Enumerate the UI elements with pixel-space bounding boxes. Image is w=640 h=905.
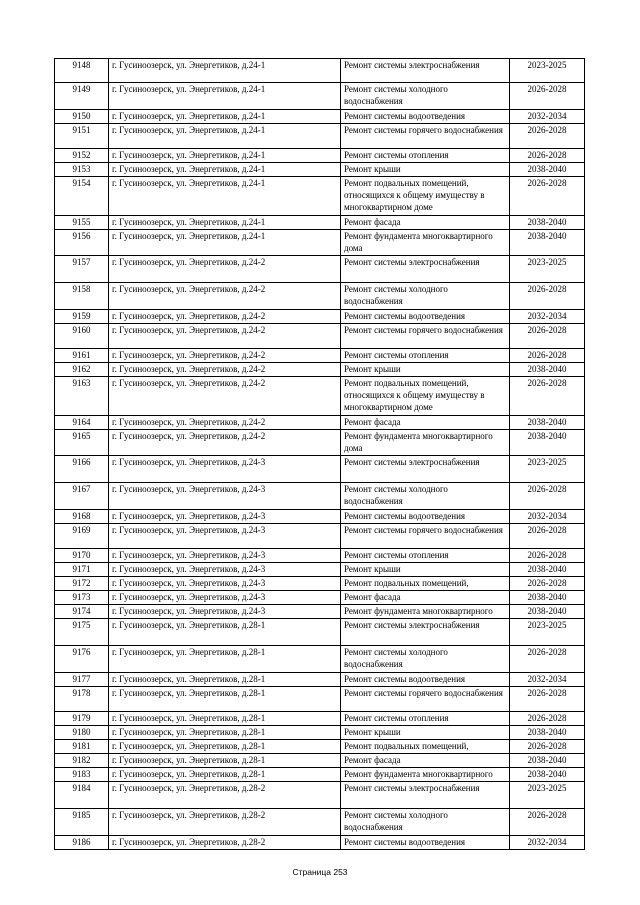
row-address: г. Гусиноозерск, ул. Энергетиков, д.28-1 [109,687,341,712]
row-number: 9173 [55,591,109,605]
table-row [55,456,585,483]
row-number: 9185 [55,809,109,836]
table-row [55,110,585,124]
row-period: 2026-2028 [510,83,585,110]
table-row [55,836,585,850]
row-work: Ремонт системы водоотведения [341,110,510,124]
row-period: 2026-2028 [510,349,585,363]
row-number: 9158 [55,283,109,310]
row-address: г. Гусиноозерск, ул. Энергетиков, д.24-2 [109,416,341,430]
table-row [55,726,585,740]
row-number: 9167 [55,483,109,510]
row-period: 2038-2040 [510,230,585,256]
row-work: Ремонт системы электроснабжения [341,619,510,646]
row-address: г. Гусиноозерск, ул. Энергетиков, д.24-1 [109,83,341,110]
table-row [55,83,585,110]
row-address: г. Гусиноозерск, ул. Энергетиков, д.24-3 [109,510,341,524]
row-number: 9180 [55,726,109,740]
row-address: г. Гусиноозерск, ул. Энергетиков, д.24-3 [109,524,341,549]
row-address: г. Гусиноозерск, ул. Энергетиков, д.24-1 [109,124,341,149]
row-work: Ремонт системы холодного водоснабжения [341,483,510,510]
row-address: г. Гусиноозерск, ул. Энергетиков, д.24-1 [109,177,341,216]
row-period: 2032-2034 [510,310,585,324]
row-period: 2038-2040 [510,563,585,577]
works-table [54,58,585,850]
row-number: 9152 [55,149,109,163]
row-period: 2026-2028 [510,124,585,149]
row-period: 2026-2028 [510,687,585,712]
row-period: 2026-2028 [510,577,585,591]
row-work: Ремонт системы водоотведения [341,510,510,524]
row-period: 2038-2040 [510,605,585,619]
row-address: г. Гусиноозерск, ул. Энергетиков, д.24-1 [109,163,341,177]
row-address: г. Гусиноозерск, ул. Энергетиков, д.28-1 [109,673,341,687]
row-address: г. Гусиноозерск, ул. Энергетиков, д.28-2 [109,782,341,809]
row-address: г. Гусиноозерск, ул. Энергетиков, д.28-1 [109,619,341,646]
row-period: 2038-2040 [510,768,585,782]
row-work: Ремонт подвальных помещений, относящихся к общему имуществу в многоквартирном доме [341,177,510,216]
row-address: г. Гусиноозерск, ул. Энергетиков, д.24-3 [109,605,341,619]
table-row [55,754,585,768]
row-number: 9161 [55,349,109,363]
row-period: 2026-2028 [510,149,585,163]
row-period: 2023-2025 [510,456,585,483]
row-period: 2026-2028 [510,740,585,754]
row-period: 2026-2028 [510,712,585,726]
row-address: г. Гусиноозерск, ул. Энергетиков, д.24-3 [109,483,341,510]
row-period: 2026-2028 [510,809,585,836]
row-work: Ремонт фундамента многоквартирного [341,605,510,619]
row-work: Ремонт системы водоотведения [341,310,510,324]
row-work: Ремонт системы горячего водоснабжения [341,324,510,349]
table-row [55,712,585,726]
row-number: 9157 [55,256,109,283]
table-row [55,740,585,754]
row-number: 9159 [55,310,109,324]
row-period: 2026-2028 [510,483,585,510]
row-work: Ремонт фасада [341,216,510,230]
row-period: 2038-2040 [510,591,585,605]
row-address: г. Гусиноозерск, ул. Энергетиков, д.28-1 [109,712,341,726]
row-work: Ремонт фундамента многоквартирного дома [341,230,510,256]
table-row [55,510,585,524]
row-period: 2023-2025 [510,782,585,809]
table-row [55,591,585,605]
row-number: 9153 [55,163,109,177]
row-address: г. Гусиноозерск, ул. Энергетиков, д.24-2 [109,283,341,310]
row-address: г. Гусиноозерск, ул. Энергетиков, д.24-3 [109,549,341,563]
row-period: 2026-2028 [510,646,585,673]
row-work: Ремонт системы горячего водоснабжения [341,124,510,149]
row-number: 9155 [55,216,109,230]
row-period: 2032-2034 [510,836,585,850]
table-row [55,768,585,782]
row-period: 2023-2025 [510,256,585,283]
row-address: г. Гусиноозерск, ул. Энергетиков, д.24-3 [109,456,341,483]
row-work: Ремонт подвальных помещений, [341,577,510,591]
row-address: г. Гусиноозерск, ул. Энергетиков, д.28-1 [109,740,341,754]
table-row [55,59,585,83]
row-period: 2026-2028 [510,283,585,310]
row-work: Ремонт системы отопления [341,149,510,163]
row-period: 2038-2040 [510,163,585,177]
table-row [55,177,585,216]
row-work: Ремонт системы холодного водоснабжения [341,283,510,310]
table-row [55,577,585,591]
table-row [55,349,585,363]
row-address: г. Гусиноозерск, ул. Энергетиков, д.28-2 [109,836,341,850]
row-number: 9186 [55,836,109,850]
row-work: Ремонт системы электроснабжения [341,256,510,283]
row-number: 9160 [55,324,109,349]
row-address: г. Гусиноозерск, ул. Энергетиков, д.28-1 [109,646,341,673]
row-period: 2032-2034 [510,673,585,687]
row-period: 2026-2028 [510,177,585,216]
row-number: 9165 [55,430,109,456]
row-work: Ремонт системы холодного водоснабжения [341,83,510,110]
row-work: Ремонт крыши [341,363,510,377]
row-address: г. Гусиноозерск, ул. Энергетиков, д.24-1 [109,149,341,163]
row-number: 9172 [55,577,109,591]
row-number: 9168 [55,510,109,524]
row-address: г. Гусиноозерск, ул. Энергетиков, д.28-1 [109,726,341,740]
row-number: 9182 [55,754,109,768]
row-work: Ремонт системы водоотведения [341,836,510,850]
row-address: г. Гусиноозерск, ул. Энергетиков, д.24-2 [109,256,341,283]
row-number: 9148 [55,59,109,83]
row-number: 9177 [55,673,109,687]
row-period: 2038-2040 [510,363,585,377]
table-row [55,363,585,377]
row-work: Ремонт системы горячего водоснабжения [341,687,510,712]
row-period: 2038-2040 [510,416,585,430]
row-number: 9178 [55,687,109,712]
row-number: 9166 [55,456,109,483]
row-work: Ремонт фасада [341,416,510,430]
row-number: 9154 [55,177,109,216]
table-row [55,377,585,416]
row-work: Ремонт фасада [341,591,510,605]
row-period: 2038-2040 [510,754,585,768]
row-number: 9171 [55,563,109,577]
table-row [55,549,585,563]
table-row [55,216,585,230]
row-period: 2023-2025 [510,59,585,83]
row-work: Ремонт подвальных помещений, относящихся к общему имуществу в многоквартирном доме [341,377,510,416]
row-number: 9175 [55,619,109,646]
works-table-body [55,59,585,850]
row-work: Ремонт фасада [341,754,510,768]
table-row [55,782,585,809]
row-number: 9169 [55,524,109,549]
row-address: г. Гусиноозерск, ул. Энергетиков, д.24-2 [109,430,341,456]
row-work: Ремонт системы холодного водоснабжения [341,646,510,673]
row-period: 2026-2028 [510,377,585,416]
page-number: Страница 253 [292,867,348,877]
table-row [55,230,585,256]
table-row [55,163,585,177]
table-row [55,430,585,456]
row-work: Ремонт системы водоотведения [341,673,510,687]
row-period: 2023-2025 [510,619,585,646]
row-work: Ремонт системы электроснабжения [341,59,510,83]
row-work: Ремонт системы отопления [341,549,510,563]
row-number: 9170 [55,549,109,563]
table-row [55,687,585,712]
row-period: 2038-2040 [510,216,585,230]
row-period: 2026-2028 [510,549,585,563]
row-address: г. Гусиноозерск, ул. Энергетиков, д.24-1 [109,110,341,124]
table-row [55,483,585,510]
table-row [55,563,585,577]
table-row [55,605,585,619]
row-number: 9183 [55,768,109,782]
row-work: Ремонт крыши [341,163,510,177]
table-row [55,416,585,430]
row-number: 9174 [55,605,109,619]
table-row [55,324,585,349]
row-work: Ремонт фундамента многоквартирного [341,768,510,782]
row-work: Ремонт системы отопления [341,349,510,363]
table-row [55,310,585,324]
row-work: Ремонт фундамента многоквартирного дома [341,430,510,456]
row-number: 9176 [55,646,109,673]
row-number: 9151 [55,124,109,149]
table-row [55,124,585,149]
row-address: г. Гусиноозерск, ул. Энергетиков, д.24-3 [109,577,341,591]
table-row [55,619,585,646]
row-address: г. Гусиноозерск, ул. Энергетиков, д.24-3 [109,563,341,577]
table-row [55,673,585,687]
row-period: 2026-2028 [510,324,585,349]
row-period: 2032-2034 [510,110,585,124]
table-row [55,646,585,673]
table-row [55,149,585,163]
row-work: Ремонт системы электроснабжения [341,782,510,809]
table-row [55,524,585,549]
row-address: г. Гусиноозерск, ул. Энергетиков, д.24-2 [109,377,341,416]
row-number: 9181 [55,740,109,754]
row-address: г. Гусиноозерск, ул. Энергетиков, д.24-3 [109,591,341,605]
row-number: 9163 [55,377,109,416]
row-address: г. Гусиноозерск, ул. Энергетиков, д.28-1 [109,768,341,782]
row-address: г. Гусиноозерск, ул. Энергетиков, д.28-1 [109,754,341,768]
row-number: 9179 [55,712,109,726]
table-row [55,809,585,836]
table-row [55,256,585,283]
row-address: г. Гусиноозерск, ул. Энергетиков, д.28-2 [109,809,341,836]
row-address: г. Гусиноозерск, ул. Энергетиков, д.24-2 [109,324,341,349]
row-number: 9149 [55,83,109,110]
row-address: г. Гусиноозерск, ул. Энергетиков, д.24-1 [109,230,341,256]
row-work: Ремонт системы горячего водоснабжения [341,524,510,549]
row-work: Ремонт системы электроснабжения [341,456,510,483]
row-address: г. Гусиноозерск, ул. Энергетиков, д.24-2 [109,310,341,324]
row-period: 2026-2028 [510,524,585,549]
row-work: Ремонт системы отопления [341,712,510,726]
row-work: Ремонт крыши [341,726,510,740]
row-address: г. Гусиноозерск, ул. Энергетиков, д.24-2 [109,363,341,377]
row-work: Ремонт крыши [341,563,510,577]
row-number: 9164 [55,416,109,430]
row-address: г. Гусиноозерск, ул. Энергетиков, д.24-1 [109,216,341,230]
row-work: Ремонт подвальных помещений, [341,740,510,754]
row-number: 9184 [55,782,109,809]
row-address: г. Гусиноозерск, ул. Энергетиков, д.24-1 [109,59,341,83]
row-number: 9156 [55,230,109,256]
row-period: 2032-2034 [510,510,585,524]
table-row [55,283,585,310]
row-number: 9162 [55,363,109,377]
row-period: 2038-2040 [510,430,585,456]
row-address: г. Гусиноозерск, ул. Энергетиков, д.24-2 [109,349,341,363]
row-number: 9150 [55,110,109,124]
row-work: Ремонт системы холодного водоснабжения [341,809,510,836]
row-period: 2038-2040 [510,726,585,740]
